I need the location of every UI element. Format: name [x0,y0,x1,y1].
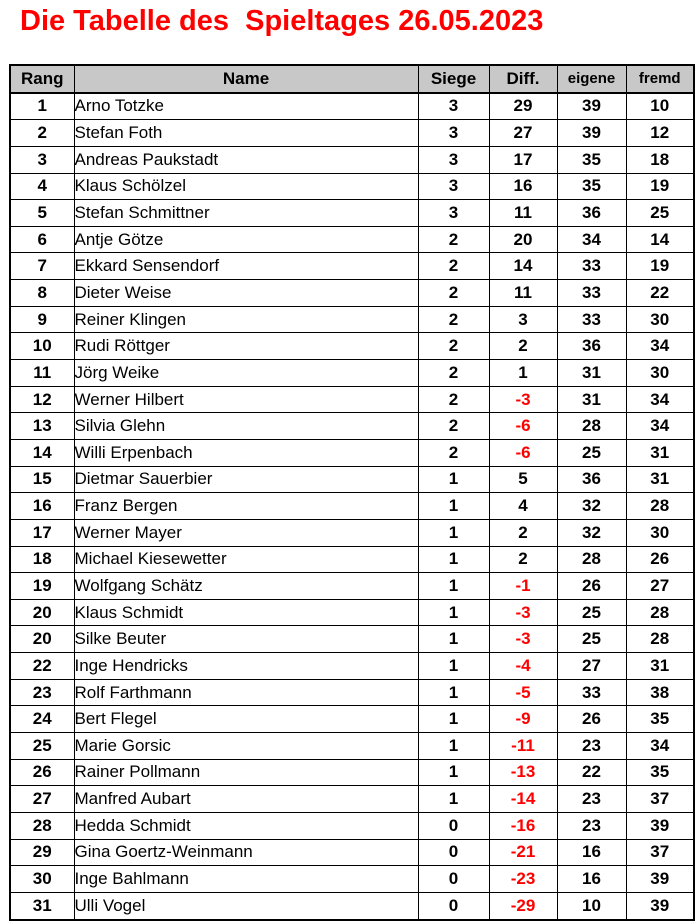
cell-siege: 2 [418,413,489,440]
cell-rang: 12 [10,386,74,413]
table-row [10,146,694,173]
cell-fremd: 22 [626,280,694,307]
cell-fremd: 18 [626,146,694,173]
cell-rang: 1 [10,93,74,120]
cell-eigene: 23 [557,733,626,760]
cell-siege: 1 [418,786,489,813]
cell-siege: 1 [418,493,489,520]
table-header [10,65,694,93]
cell-siege: 1 [418,733,489,760]
cell-name: Hedda Schmidt [74,812,418,839]
cell-diff: -13 [489,759,557,786]
cell-name: Rudi Röttger [74,333,418,360]
cell-fremd: 39 [626,866,694,893]
table-row [10,360,694,387]
cell-name: Gina Goertz-Weinmann [74,839,418,866]
cell-eigene: 35 [557,173,626,200]
table-row [10,333,694,360]
cell-diff: -14 [489,786,557,813]
cell-diff: 16 [489,173,557,200]
table-row [10,653,694,680]
cell-eigene: 32 [557,519,626,546]
cell-diff: 4 [489,493,557,520]
cell-diff: -11 [489,733,557,760]
cell-siege: 0 [418,812,489,839]
cell-eigene: 23 [557,786,626,813]
cell-fremd: 31 [626,439,694,466]
cell-rang: 13 [10,413,74,440]
cell-rang: 26 [10,759,74,786]
table-row [10,599,694,626]
cell-rang: 24 [10,706,74,733]
cell-fremd: 37 [626,786,694,813]
cell-fremd: 19 [626,173,694,200]
cell-eigene: 26 [557,706,626,733]
table-row [10,812,694,839]
cell-eigene: 25 [557,626,626,653]
cell-eigene: 27 [557,653,626,680]
cell-siege: 2 [418,333,489,360]
cell-name: Bert Flegel [74,706,418,733]
cell-name: Klaus Schölzel [74,173,418,200]
cell-siege: 1 [418,626,489,653]
cell-diff: -23 [489,866,557,893]
cell-fremd: 31 [626,653,694,680]
cell-rang: 3 [10,146,74,173]
cell-eigene: 16 [557,866,626,893]
header-row [10,65,694,93]
cell-diff: -21 [489,839,557,866]
cell-siege: 3 [418,120,489,147]
cell-name: Werner Hilbert [74,386,418,413]
cell-fremd: 27 [626,573,694,600]
cell-name: Silke Beuter [74,626,418,653]
table-row [10,226,694,253]
table-row [10,200,694,227]
cell-rang: 15 [10,466,74,493]
cell-fremd: 39 [626,812,694,839]
cell-eigene: 25 [557,439,626,466]
cell-fremd: 10 [626,93,694,120]
table-row [10,280,694,307]
cell-eigene: 25 [557,599,626,626]
cell-fremd: 25 [626,200,694,227]
table-row [10,759,694,786]
cell-eigene: 22 [557,759,626,786]
cell-rang: 14 [10,439,74,466]
table-row [10,93,694,120]
cell-eigene: 35 [557,146,626,173]
cell-diff: 11 [489,200,557,227]
cell-eigene: 23 [557,812,626,839]
cell-siege: 3 [418,173,489,200]
cell-fremd: 31 [626,466,694,493]
table-row [10,439,694,466]
cell-eigene: 36 [557,200,626,227]
cell-diff: -3 [489,626,557,653]
header-name: Name [74,65,418,93]
cell-siege: 1 [418,706,489,733]
cell-rang: 20 [10,626,74,653]
cell-rang: 7 [10,253,74,280]
cell-rang: 11 [10,360,74,387]
cell-name: Michael Kiesewetter [74,546,418,573]
cell-name: Jörg Weike [74,360,418,387]
table-row [10,546,694,573]
cell-siege: 2 [418,253,489,280]
cell-fremd: 14 [626,226,694,253]
cell-eigene: 33 [557,253,626,280]
cell-rang: 23 [10,679,74,706]
cell-name: Franz Bergen [74,493,418,520]
table-body [10,93,694,920]
cell-diff: -29 [489,892,557,919]
cell-fremd: 37 [626,839,694,866]
cell-siege: 1 [418,759,489,786]
cell-diff: 14 [489,253,557,280]
cell-siege: 2 [418,360,489,387]
table-row [10,839,694,866]
table-row [10,519,694,546]
table-row [10,786,694,813]
cell-diff: 2 [489,333,557,360]
cell-diff: 20 [489,226,557,253]
table-row [10,679,694,706]
cell-siege: 1 [418,573,489,600]
table-row [10,866,694,893]
cell-name: Inge Bahlmann [74,866,418,893]
cell-diff: 29 [489,93,557,120]
cell-fremd: 34 [626,733,694,760]
cell-name: Dieter Weise [74,280,418,307]
cell-rang: 9 [10,306,74,333]
cell-eigene: 39 [557,93,626,120]
cell-diff: -16 [489,812,557,839]
cell-eigene: 26 [557,573,626,600]
cell-name: Silvia Glehn [74,413,418,440]
cell-eigene: 28 [557,546,626,573]
cell-diff: 27 [489,120,557,147]
cell-siege: 2 [418,386,489,413]
cell-rang: 16 [10,493,74,520]
cell-rang: 5 [10,200,74,227]
cell-eigene: 34 [557,226,626,253]
cell-eigene: 33 [557,679,626,706]
cell-eigene: 39 [557,120,626,147]
cell-name: Antje Götze [74,226,418,253]
cell-eigene: 28 [557,413,626,440]
cell-name: Willi Erpenbach [74,439,418,466]
cell-fremd: 39 [626,892,694,919]
cell-name: Marie Gorsic [74,733,418,760]
cell-diff: 5 [489,466,557,493]
cell-fremd: 35 [626,706,694,733]
cell-diff: -1 [489,573,557,600]
cell-rang: 27 [10,786,74,813]
cell-diff: 11 [489,280,557,307]
cell-name: Arno Totzke [74,93,418,120]
table-row [10,733,694,760]
cell-fremd: 28 [626,493,694,520]
cell-diff: -9 [489,706,557,733]
cell-diff: 2 [489,519,557,546]
cell-eigene: 10 [557,892,626,919]
cell-fremd: 28 [626,626,694,653]
cell-rang: 17 [10,519,74,546]
cell-rang: 22 [10,653,74,680]
table-row [10,493,694,520]
cell-diff: -6 [489,413,557,440]
cell-name: Klaus Schmidt [74,599,418,626]
table-row [10,626,694,653]
header-fremd: fremd [626,65,694,93]
cell-fremd: 30 [626,519,694,546]
cell-rang: 10 [10,333,74,360]
cell-name: Ulli Vogel [74,892,418,919]
cell-siege: 2 [418,280,489,307]
cell-rang: 8 [10,280,74,307]
cell-fremd: 38 [626,679,694,706]
cell-siege: 1 [418,599,489,626]
page-title: Die Tabelle des Spieltages 26.05.2023 [20,5,544,37]
cell-name: Werner Mayer [74,519,418,546]
cell-fremd: 12 [626,120,694,147]
cell-siege: 0 [418,866,489,893]
cell-eigene: 33 [557,306,626,333]
header-rang: Rang [10,65,74,93]
cell-fremd: 28 [626,599,694,626]
standings-table [9,64,695,921]
cell-siege: 2 [418,306,489,333]
cell-siege: 1 [418,679,489,706]
cell-rang: 2 [10,120,74,147]
cell-fremd: 19 [626,253,694,280]
cell-rang: 18 [10,546,74,573]
cell-diff: -3 [489,599,557,626]
cell-siege: 3 [418,146,489,173]
table-row [10,706,694,733]
cell-eigene: 32 [557,493,626,520]
cell-fremd: 34 [626,386,694,413]
header-diff: Diff. [489,65,557,93]
cell-eigene: 33 [557,280,626,307]
cell-rang: 29 [10,839,74,866]
cell-siege: 2 [418,226,489,253]
cell-rang: 25 [10,733,74,760]
cell-siege: 3 [418,93,489,120]
cell-name: Rainer Pollmann [74,759,418,786]
table-row [10,573,694,600]
cell-rang: 20 [10,599,74,626]
header-eigene: eigene [557,65,626,93]
table-row [10,413,694,440]
cell-diff: 17 [489,146,557,173]
cell-name: Reiner Klingen [74,306,418,333]
cell-rang: 4 [10,173,74,200]
cell-eigene: 31 [557,360,626,387]
cell-eigene: 36 [557,333,626,360]
cell-eigene: 36 [557,466,626,493]
cell-fremd: 34 [626,333,694,360]
cell-siege: 3 [418,200,489,227]
cell-rang: 19 [10,573,74,600]
cell-name: Andreas Paukstadt [74,146,418,173]
cell-diff: -5 [489,679,557,706]
cell-siege: 1 [418,653,489,680]
cell-name: Inge Hendricks [74,653,418,680]
cell-name: Ekkard Sensendorf [74,253,418,280]
cell-name: Dietmar Sauerbier [74,466,418,493]
cell-fremd: 30 [626,360,694,387]
cell-diff: 3 [489,306,557,333]
cell-diff: 2 [489,546,557,573]
cell-name: Manfred Aubart [74,786,418,813]
table-row [10,120,694,147]
table-row [10,386,694,413]
cell-siege: 1 [418,519,489,546]
cell-siege: 0 [418,839,489,866]
cell-siege: 1 [418,546,489,573]
cell-siege: 0 [418,892,489,919]
cell-siege: 1 [418,466,489,493]
cell-name: Rolf Farthmann [74,679,418,706]
table-row [10,466,694,493]
table-row [10,173,694,200]
cell-eigene: 31 [557,386,626,413]
table-row [10,253,694,280]
cell-name: Stefan Schmittner [74,200,418,227]
cell-rang: 6 [10,226,74,253]
cell-rang: 28 [10,812,74,839]
header-siege: Siege [418,65,489,93]
cell-fremd: 34 [626,413,694,440]
cell-diff: -3 [489,386,557,413]
cell-name: Stefan Foth [74,120,418,147]
cell-diff: 1 [489,360,557,387]
cell-diff: -6 [489,439,557,466]
cell-siege: 2 [418,439,489,466]
cell-rang: 30 [10,866,74,893]
table-row [10,306,694,333]
cell-fremd: 26 [626,546,694,573]
cell-rang: 31 [10,892,74,919]
cell-fremd: 35 [626,759,694,786]
cell-name: Wolfgang Schätz [74,573,418,600]
cell-eigene: 16 [557,839,626,866]
cell-fremd: 30 [626,306,694,333]
table-row [10,892,694,919]
cell-diff: -4 [489,653,557,680]
